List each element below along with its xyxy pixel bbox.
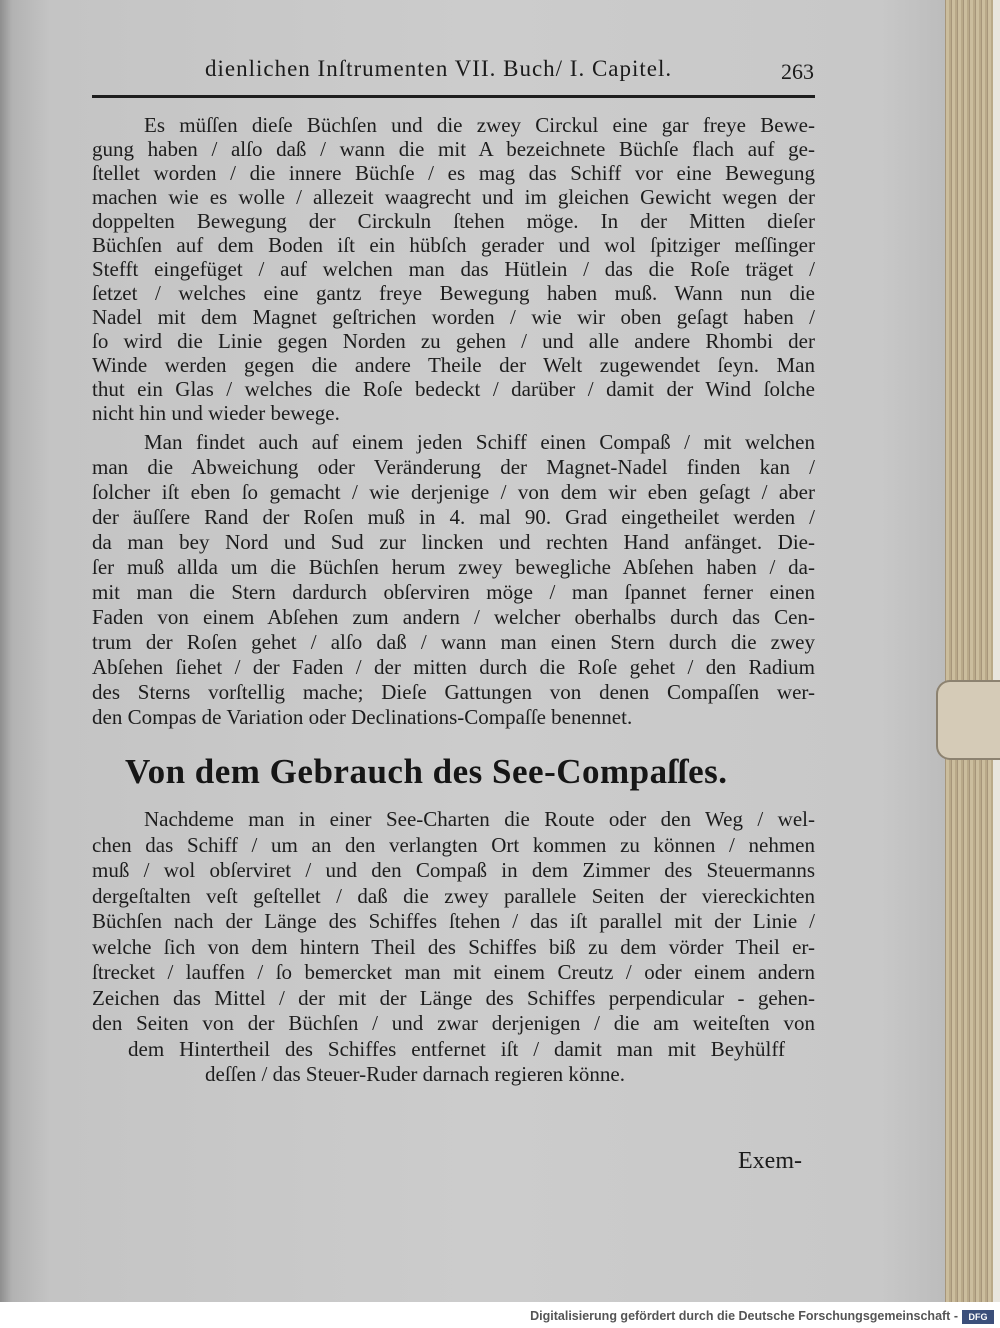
text-line: Nadel mit dem Magnet geſtrichen worden / wie wir oben geſagt haben /: [92, 305, 815, 329]
header-rule: [92, 95, 815, 98]
text-line: ſolcher iſt eben ſo gemacht / wie derjenige / von dem wir eben geſagt / aber: [92, 480, 815, 504]
text-line: ſtrecket / lauffen / ſo bemercket man mit einem Creutz / oder einem andern: [92, 960, 815, 984]
text-line: thut ein Glas / welches die Roſe bedeckt / darüber / damit der Wind ſolche: [92, 377, 815, 401]
catchword: Exem-: [738, 1148, 802, 1174]
text-line: welche ſich von dem hintern Theil des Schiffes biß zu dem vörder Theil er-: [92, 934, 815, 959]
page-edges-stack: [945, 0, 993, 1302]
text-line: Nachdeme man in einer See-Charten die Route oder den Weg / wel-: [144, 807, 815, 831]
running-head: dienlichen Inſtrumenten VII. Buch/ I. Capitel.: [205, 56, 673, 81]
page-tab: [936, 680, 1000, 760]
text-line: ſetzet / welches eine gantz freye Bewegung haben muß. Wann nun die: [92, 281, 815, 305]
footer-credit: Digitalisierung gefördert durch die Deutsche Forschungsgemeinschaft -: [530, 1309, 958, 1323]
text-line: Büchſen nach der Länge des Schiffes ſtehen / das iſt parallel mit der Linie /: [92, 909, 815, 933]
paragraph-1: [92, 113, 815, 425]
text-line: doppelten Bewegung der Circkuln ſtehen möge. In der Mitten dieſer: [92, 209, 815, 233]
text-line: der äuſſere Rand der Roſen muß in 4. mal 90. Grad eingetheilet werden /: [92, 505, 815, 529]
text-line: Zeichen das Mittel / der mit der Länge des Schiffes perpendicular - gehen-: [92, 985, 815, 1010]
dfg-logo: DFG: [962, 1310, 994, 1324]
page-margin-strip: [993, 0, 1000, 1302]
text-line: deſſen / das Steuer-Ruder darnach regieren könne.: [205, 1062, 625, 1086]
text-line: dergeſtalten veſt geſtellet / daß die zwey parallele Seiten der viereckichten: [92, 883, 815, 908]
text-line: dem Hintertheil des Schiffes entfernet iſt / damit man mit Beyhülff: [128, 1036, 785, 1061]
text-line: Faden von einem Abſehen zum andern / welcher oberhalbs durch das Cen-: [92, 605, 815, 629]
text-line: trum der Roſen gehet / alſo daß / wann man einen Stern durch die zwey: [92, 630, 815, 654]
text-line: Man findet auch auf einem jeden Schiff einen Compaß / mit welchen: [144, 430, 815, 454]
page-number: 263: [781, 59, 814, 84]
text-line: Stefft eingefüget / auf welchen man das Hütlein / das die Roſe träget /: [92, 257, 815, 281]
text-line: man die Abweichung oder Veränderung der Magnet-Nadel finden kan /: [92, 455, 815, 479]
text-line: Es müſſen dieſe Büchſen und die zwey Circkul eine gar freye Bewe-: [144, 113, 815, 137]
text-line: den Compas de Variation oder Declinations-Compaſſe benennet.: [92, 705, 633, 729]
text-line: da man bey Nord und Sud zur lincken und rechten Hand anfänget. Die-: [92, 530, 815, 554]
text-line: machen wie es wolle / allezeit waagrecht und im gleichen Gewicht wegen der: [92, 185, 815, 209]
text-line: chen das Schiff / um an den verlangten Ort kommen zu können / nehmen: [92, 832, 815, 857]
paragraph-2: [92, 430, 815, 730]
text-line: Büchſen auf dem Boden iſt ein hübſch gerader und wol ſpitziger meſſinger: [92, 233, 815, 257]
text-line: muß / wol obſerviret / und den Compaß in dem Zimmer des Steuermanns: [92, 858, 815, 882]
text-line: Winde werden gegen die andere Theile der Welt zugewendet ſeyn. Man: [92, 353, 815, 377]
text-line: mit man die Stern dardurch obſerviren möge / man ſpannet ferner einen: [92, 580, 815, 604]
text-line: Abſehen ſiehet / der Faden / der mitten durch die Roſe gehet / den Radium: [92, 655, 815, 679]
text-line: gung haben / alſo daß / wann die mit A bezeichnete Büchſe flach auf ge-: [92, 137, 815, 161]
text-line: ſo wird die Linie gegen Norden zu gehen / und alle andere Rhombi der: [92, 329, 815, 353]
text-line: ſer muß allda um die Büchſen herum zwey bewegliche Abſehen haben / da-: [92, 555, 815, 579]
text-line: nicht hin und wieder bewege.: [92, 401, 340, 425]
text-line: des Sterns vorſtellig mache; Dieſe Gattungen von denen Compaſſen wer-: [92, 680, 815, 704]
text-line: den Seiten von der Büchſen / und zwar derjenigen / die am weiteſten von: [92, 1011, 815, 1035]
section-heading: Von dem Gebrauch des See-Compaſſes.: [125, 752, 728, 791]
text-line: ſtellet worden / die innere Büchſe / es mag das Schiff vor eine Bewegung: [92, 161, 815, 185]
paragraph-3: [92, 807, 815, 1088]
